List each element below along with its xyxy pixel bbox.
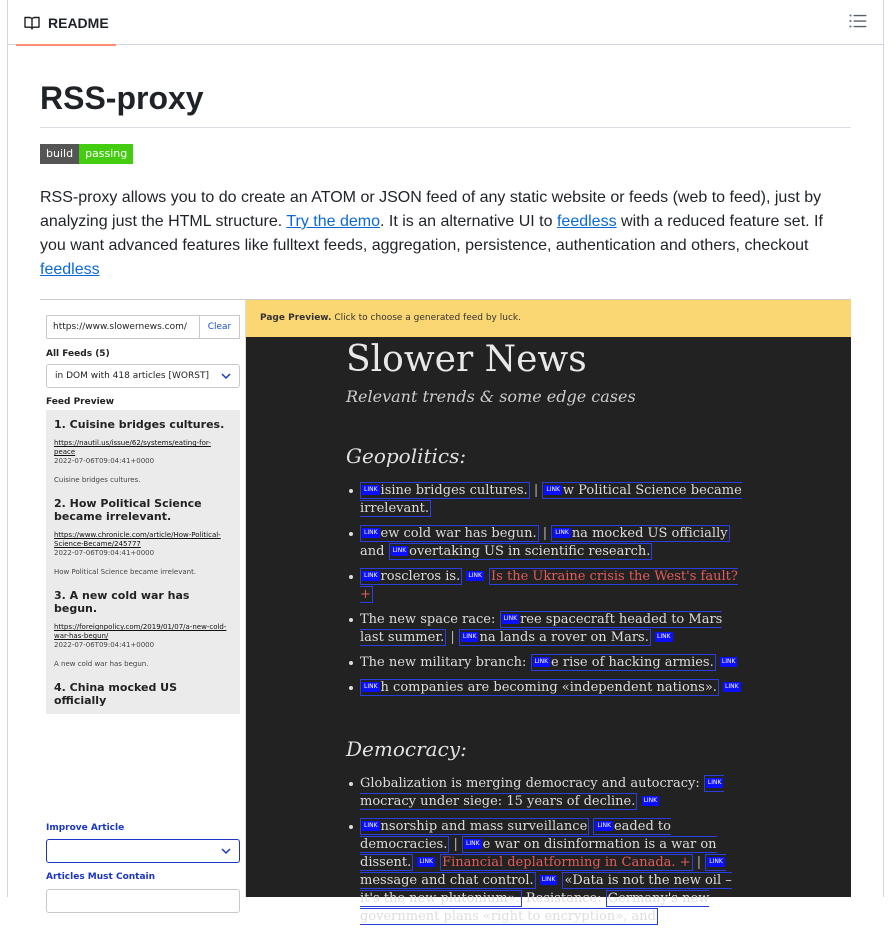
link-text: roscleros is. xyxy=(380,569,461,584)
description-paragraph xyxy=(40,186,851,282)
item-link[interactable]: https://nautil.us/issue/62/systems/eating-for-peace xyxy=(54,439,211,456)
geopolitics-list xyxy=(346,482,746,697)
plain-text: and xyxy=(360,544,385,559)
link-tag: LINK xyxy=(546,486,560,493)
section-heading: Geopolitics: xyxy=(346,444,467,468)
link-text: ew cold war has begun. xyxy=(380,526,537,541)
link-tag: LINK xyxy=(707,779,722,786)
link-highlight[interactable] xyxy=(360,679,719,696)
plain-text: The new space race: xyxy=(360,612,496,627)
list-item: The new space race: LINK ree spacecraft headed to Mars last summer. | LINK na lands a rover on Mars. LINK xyxy=(346,611,746,647)
banner-text: Click to choose a generated feed by luck. xyxy=(334,313,521,323)
link-highlight[interactable]: Is the Ukraine crisis the West's fault? + xyxy=(360,569,738,602)
item-date: 2022-07-06T09:04:41+0000 xyxy=(54,641,155,649)
link-text: nsorship and mass surveillance xyxy=(380,819,588,834)
link-text: message and chat control. xyxy=(360,873,534,888)
readme-tab[interactable] xyxy=(16,0,116,45)
item-desc: Cuisine bridges cultures. xyxy=(54,476,141,484)
list-item xyxy=(346,568,746,604)
build-status-badge[interactable] xyxy=(40,144,133,164)
list-item xyxy=(346,775,746,811)
description-text-2: . It is an alternative UI to xyxy=(380,213,553,230)
link-text: e war on disinformation is a war on dissent. xyxy=(360,837,717,870)
link-text: eaded to democracies. xyxy=(360,819,671,852)
item-desc: A new cold war has begun. xyxy=(54,660,149,668)
link-highlight[interactable]: Financial deplatforming in Canada. + xyxy=(442,855,691,870)
link-tag: LINK xyxy=(364,683,378,690)
url-row xyxy=(46,315,240,339)
link-text: w Political Science became irrelevant. xyxy=(360,483,742,516)
link-highlight[interactable] xyxy=(360,818,589,835)
link-text: e rise of hacking armies. xyxy=(551,655,714,670)
feedless-link[interactable]: feedless xyxy=(556,213,617,230)
badge-label: build xyxy=(40,144,79,164)
link-highlight[interactable] xyxy=(360,482,530,499)
link-text: h companies are becoming «independent nations». xyxy=(380,680,717,695)
list-item xyxy=(54,589,232,669)
plain-text: Globalization is merging democracy and autocracy: xyxy=(360,776,700,791)
feed-preview-label: Feed Preview xyxy=(46,397,115,407)
list-item: LINK ew cold war has begun. | LINK na mocked US officially and LINK overtaking US in scientific research. xyxy=(346,525,746,561)
link-highlight[interactable]: «Data is not the new oil – it's the new plutonium». xyxy=(360,873,732,906)
page-preview[interactable] xyxy=(246,300,851,924)
url-input[interactable]: https://www.slowernews.com/ xyxy=(46,315,200,339)
link-tag: LINK xyxy=(364,822,378,829)
readme-panel xyxy=(7,0,884,924)
feedless-link-2[interactable]: feedless xyxy=(40,261,100,278)
link-tag: LINK xyxy=(392,547,407,554)
item-link[interactable]: https://www.chronicle.com/article/How-Political-Science-Became/245777 xyxy=(54,531,221,548)
readme-tab-label: README xyxy=(48,14,109,31)
list-item xyxy=(346,654,746,672)
section-heading: Democracy: xyxy=(346,737,467,761)
link-highlight[interactable] xyxy=(459,629,651,646)
link-highlight[interactable] xyxy=(531,654,716,671)
must-contain-input[interactable] xyxy=(46,889,240,913)
link-text: na mocked US officially xyxy=(571,526,728,541)
readme-content xyxy=(40,45,851,282)
link-tag: LINK xyxy=(466,840,480,847)
improve-article-label: Improve Article xyxy=(46,823,125,833)
link-tag: LINK xyxy=(419,858,433,865)
link-tag: LINK xyxy=(541,876,556,883)
link-tag: LINK xyxy=(364,486,378,493)
list-item xyxy=(54,418,232,485)
chevron-down-icon xyxy=(221,847,231,855)
item-link[interactable]: https://foreignpolicy.com/2019/01/07/a-new-cold-war-has-begun/ xyxy=(54,623,227,640)
item-date: 2022-07-06T09:04:41+0000 xyxy=(54,549,155,557)
link-tag: LINK xyxy=(503,615,518,622)
description-text-1: RSS-proxy allows you to do create an ATOM or JSON feed of any static website or feeds (web to feed), just by analyzing just the HTML structure. xyxy=(40,189,822,230)
link-highlight[interactable] xyxy=(360,525,539,542)
item-title: 2. How Political Science became irrelevant. xyxy=(54,497,202,523)
link-tag: LINK xyxy=(364,572,378,579)
feed-sidebar xyxy=(40,300,246,897)
item-desc: How Political Science became irrelevant. xyxy=(54,568,197,576)
link-highlight[interactable] xyxy=(551,525,729,542)
item-date: 2022-07-06T09:04:41+0000 xyxy=(54,457,155,465)
item-title: 1. Cuisine bridges cultures. xyxy=(54,418,225,431)
list-item: LINK isine bridges cultures. | LINK w Political Science became irrelevant. xyxy=(346,482,746,518)
feed-select[interactable] xyxy=(46,364,240,388)
list-icon[interactable] xyxy=(849,12,867,30)
all-feeds-label: All Feeds (5) xyxy=(46,349,110,359)
link-tag: LINK xyxy=(364,529,378,536)
link-text: ree spacecraft headed to Mars last summer. xyxy=(360,612,723,645)
feed-select-value: in DOM with 418 articles [WORST] xyxy=(55,371,209,381)
link-text: overtaking US in scientific research. xyxy=(409,544,651,559)
preview-banner xyxy=(246,300,851,337)
news-page xyxy=(346,337,746,933)
readme-header xyxy=(8,0,883,45)
link-tag: LINK xyxy=(555,529,569,536)
demo-screenshot xyxy=(40,299,851,924)
description-text-3: with a reduced feature set. If you want advanced features like fulltext feeds, aggregation, persistence, authentication and others, checkout xyxy=(40,213,823,254)
link-tag: LINK xyxy=(725,683,739,690)
list-item xyxy=(54,681,232,707)
badge-status: passing xyxy=(79,144,133,164)
democracy-list xyxy=(346,775,746,926)
chevron-down-icon xyxy=(221,372,231,380)
link-text: isine bridges cultures. xyxy=(380,483,528,498)
list-item xyxy=(54,497,232,577)
link-tag: LINK xyxy=(534,658,549,665)
feed-preview xyxy=(46,410,240,714)
link-tag: LINK xyxy=(468,572,482,579)
item-title: 3. A new cold war has begun. xyxy=(54,589,190,615)
link-tag: LINK xyxy=(657,633,671,640)
must-contain-label: Articles Must Contain xyxy=(46,872,156,882)
link-tag: LINK xyxy=(597,822,611,829)
book-icon xyxy=(24,15,40,31)
link-highlight[interactable]: Germany's new government plans «right to encryption», and xyxy=(360,891,710,924)
demo-link[interactable]: Try the demo xyxy=(286,213,380,230)
banner-title: Page Preview. xyxy=(260,313,332,323)
page-title: RSS-proxy xyxy=(40,78,851,128)
improve-article-select[interactable] xyxy=(46,839,240,863)
site-title: Slower News xyxy=(346,339,587,380)
link-tag: LINK xyxy=(462,633,477,640)
site-subtitle: Relevant trends & some edge cases xyxy=(346,387,636,406)
link-tag: LINK xyxy=(643,797,658,804)
list-item: LINK nsorship and mass surveillance LINK eaded to democracies. | LINK e war on disinformation is a war on dissent. LINK Financial deplatforming in Canada. + | LINKmessage and chat control. LINK «Data is not the new oil – it's the new plutonium». Resistance: Germany's new government plans «right to encryption», and xyxy=(346,818,746,926)
item-title: 4. China mocked US officially xyxy=(54,681,177,707)
link-text: na lands a rover on Mars. xyxy=(479,630,649,645)
clear-button[interactable]: Clear xyxy=(200,315,240,339)
link-tag: LINK xyxy=(709,858,723,865)
plain-text: The new military branch: xyxy=(360,655,527,670)
link-text: mocracy under siege: 15 years of decline. xyxy=(360,794,636,809)
plain-text: Resistance: xyxy=(525,891,602,906)
link-highlight[interactable] xyxy=(360,568,462,585)
link-highlight[interactable] xyxy=(389,543,653,560)
list-item xyxy=(346,679,746,697)
link-tag: LINK xyxy=(721,658,736,665)
